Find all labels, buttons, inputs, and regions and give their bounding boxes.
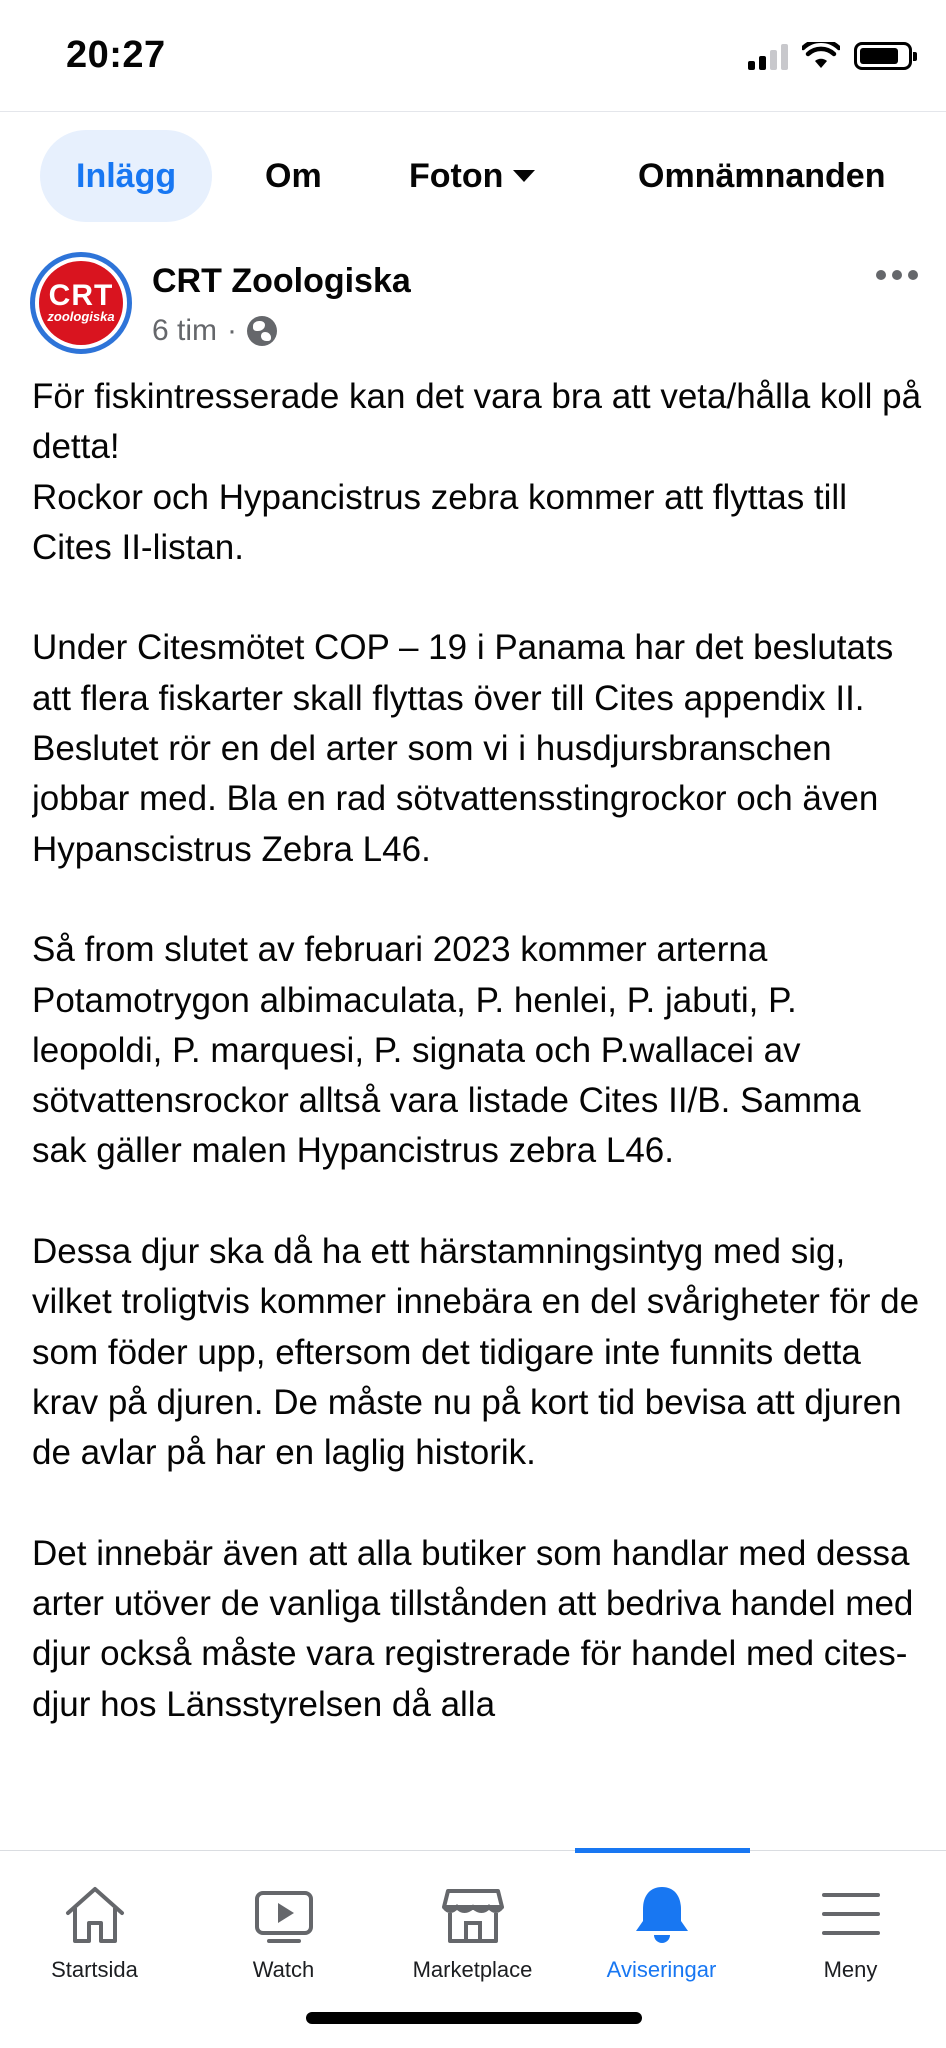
profile-tabs: [0, 130, 946, 222]
post-paragraph: Det innebär även att alla butiker som handlar med dessa arter utöver de vanliga tillstånden att bedriva handel med djur också måste vara registrerade för handel med cites-djur hos Länsstyrelsen då alla: [32, 1533, 914, 1724]
dot: [908, 270, 918, 280]
post-timestamp[interactable]: 6 tim: [152, 314, 218, 347]
post-text: [32, 372, 922, 1850]
nav-label: Aviseringar: [606, 1957, 717, 1982]
shop-icon: [438, 1881, 508, 1947]
globe-icon: [247, 316, 277, 346]
post-paragraph: Under Citesmötet COP – 19 i Panama har det beslutats att flera fiskarter skall flyttas över till Cites appendix II. Beslutet rör en del arter som vi i husdjursbranschen jobbar med. Bla en rad sötvattensstingrockor och även Hypanscistrus Zebra L46.: [32, 628, 894, 869]
battery-icon: [854, 42, 912, 70]
nav-startsida[interactable]: [0, 1851, 189, 2001]
post-paragraph: Dessa djur ska då ha ett härstamningsintyg med sig, vilket troligtvis kommer innebära en del svårigheter för de som föder upp, eftersom det tidigare inte funnits detta krav på djuren. De måste nu på kort tid bevisa att djuren de avlar på har en laglig historik.: [32, 1232, 920, 1473]
tab-label: Omnämnanden: [638, 157, 886, 195]
nav-label: Marketplace: [412, 1957, 533, 1982]
nav-marketplace[interactable]: [378, 1851, 567, 2001]
logo-sub-text: zoologiska: [47, 309, 115, 324]
tab-label: Om: [265, 157, 322, 195]
status-icons: [748, 42, 912, 70]
cellular-signal-icon: [748, 42, 788, 70]
dot: [892, 270, 902, 280]
page-avatar[interactable]: [30, 252, 132, 354]
nav-watch[interactable]: [189, 1851, 378, 2001]
nav-aviseringar[interactable]: [567, 1851, 756, 2001]
nav-label: Startsida: [51, 1957, 138, 1982]
wifi-icon: [802, 42, 840, 70]
nav-meny[interactable]: [756, 1851, 945, 2001]
tab-om[interactable]: [265, 130, 322, 222]
bell-icon: [627, 1881, 697, 1947]
post-paragraph: För fiskintresserade kan det vara bra att veta/hålla koll på detta! Rockor och Hypancistrus zebra kommer att flyttas till Cites II-listan.: [32, 377, 922, 567]
logo-main-text: CRT: [48, 279, 114, 312]
post-meta: [152, 314, 277, 348]
nav-label: Meny: [823, 1957, 878, 1982]
home-indicator[interactable]: [306, 2012, 642, 2024]
post-header: [0, 248, 946, 358]
status-time: 20:27: [66, 34, 166, 76]
crt-logo: [39, 261, 123, 345]
meta-separator: ·: [227, 314, 238, 347]
video-play-icon: [249, 1881, 319, 1947]
tab-label: Inlägg: [76, 157, 177, 195]
tab-foton[interactable]: [409, 130, 535, 222]
hamburger-menu-icon: [816, 1881, 886, 1947]
more-options-button[interactable]: [876, 270, 918, 280]
page-name-link[interactable]: CRT Zoologiska: [152, 262, 411, 300]
tab-label: Foton: [409, 157, 504, 195]
dot: [876, 270, 886, 280]
caret-down-icon: [513, 170, 535, 182]
status-bar: [0, 0, 946, 112]
post-paragraph: Så from slutet av februari 2023 kommer arterna Potamotrygon albimaculata, P. henlei, P. jabuti, P. leopoldi, P. marquesi, P. signata och P.wallacei av sötvattensrockor alltså vara listade Cites II/B. Samma sak gäller malen Hypancistrus zebra L46.: [32, 930, 861, 1171]
nav-label: Watch: [252, 1957, 315, 1982]
home-icon: [60, 1881, 130, 1947]
tab-inlagg[interactable]: [40, 130, 212, 222]
tab-omnamnanden[interactable]: [638, 130, 885, 222]
